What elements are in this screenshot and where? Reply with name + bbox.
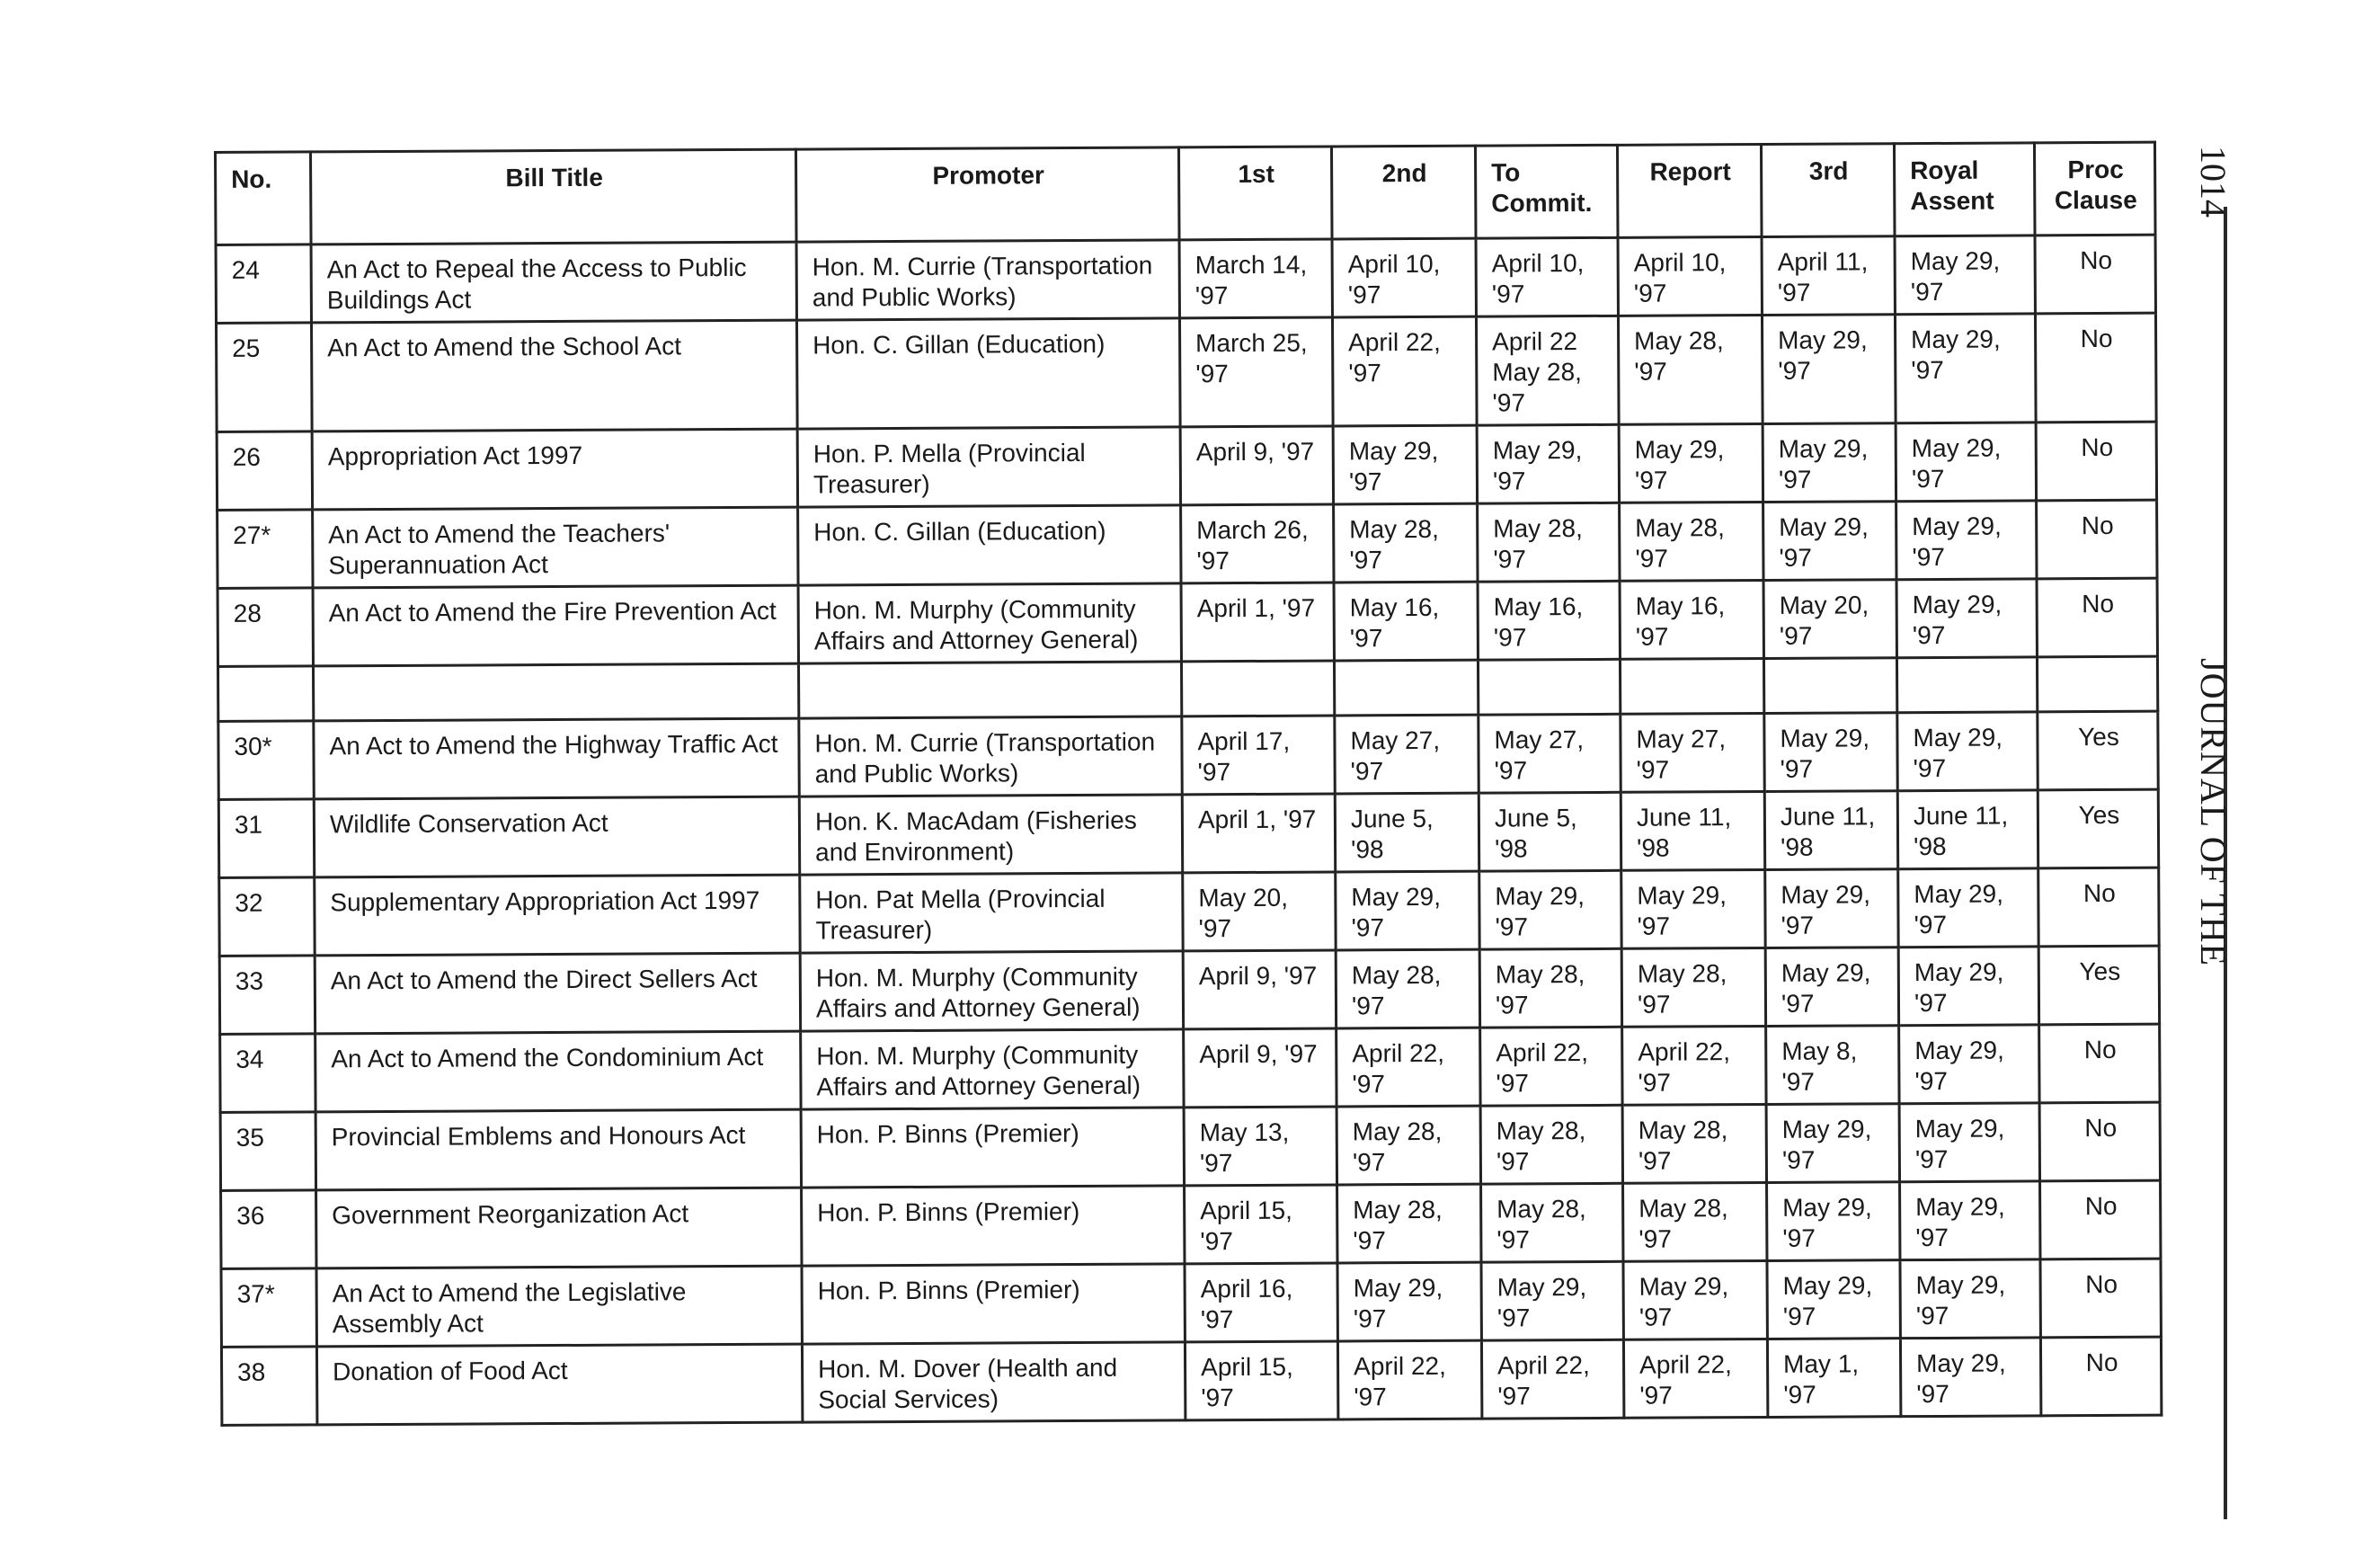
cell-3rd: May 29, '97 bbox=[1762, 315, 1896, 424]
cell-1st: March 25, '97 bbox=[1179, 317, 1333, 427]
cell-no: 37* bbox=[221, 1268, 316, 1348]
cell-2nd: April 10, '97 bbox=[1332, 238, 1476, 317]
header-no: No. bbox=[216, 152, 312, 245]
cell-royal-assent: May 29, '97 bbox=[1900, 1259, 2040, 1339]
table-row bbox=[221, 1337, 2161, 1425]
cell-proc-clause bbox=[2037, 656, 2157, 712]
cell-1st: April 1, '97 bbox=[1182, 794, 1335, 873]
cell-royal-assent: May 29, '97 bbox=[1898, 947, 2038, 1026]
cell-no: 26 bbox=[217, 432, 312, 511]
cell-report: April 22, '97 bbox=[1623, 1339, 1767, 1418]
cell-report: May 29, '97 bbox=[1619, 423, 1763, 503]
header-to-commit: To Commit. bbox=[1475, 145, 1618, 238]
cell-2nd: May 29, '97 bbox=[1336, 871, 1479, 950]
cell-3rd: May 29, '97 bbox=[1767, 1260, 1900, 1339]
cell-proc-clause: No bbox=[2037, 500, 2157, 579]
cell-bill-title: An Act to Amend the Direct Sellers Act bbox=[315, 953, 800, 1034]
cell-to-commit: May 28, '97 bbox=[1478, 503, 1620, 582]
cell-promoter: Hon. P. Binns (Premier) bbox=[802, 1264, 1185, 1344]
cell-royal-assent: May 29, '97 bbox=[1897, 712, 2038, 791]
table-row bbox=[220, 1102, 2160, 1190]
cell-3rd: May 29, '97 bbox=[1763, 423, 1896, 503]
cell-promoter: Hon. Pat Mella (Provincial Treasurer) bbox=[800, 873, 1183, 953]
table-row bbox=[218, 500, 2157, 588]
cell-1st: April 17, '97 bbox=[1182, 716, 1335, 795]
cell-1st: May 20, '97 bbox=[1183, 872, 1336, 951]
cell-to-commit: May 27, '97 bbox=[1479, 714, 1621, 793]
cell-promoter: Hon. M. Currie (Transportation and Public Works) bbox=[799, 716, 1182, 796]
cell-to-commit: April 22, '97 bbox=[1480, 1027, 1622, 1106]
running-title: JOURNAL OF THE bbox=[2193, 658, 2233, 966]
cell-no: 27* bbox=[218, 510, 313, 589]
header-report: Report bbox=[1617, 144, 1762, 237]
table-row bbox=[218, 578, 2157, 666]
table-row bbox=[217, 313, 2157, 432]
cell-3rd bbox=[1763, 658, 1896, 714]
cell-2nd: June 5, '98 bbox=[1335, 793, 1479, 872]
cell-promoter: Hon. M. Dover (Health and Social Services) bbox=[802, 1342, 1185, 1422]
cell-report: April 10, '97 bbox=[1618, 236, 1762, 316]
cell-proc-clause: No bbox=[2038, 867, 2159, 947]
cell-3rd: May 1, '97 bbox=[1767, 1339, 1900, 1418]
cell-2nd bbox=[1334, 660, 1478, 716]
cell-2nd: April 22, '97 bbox=[1337, 1340, 1481, 1419]
cell-3rd: May 20, '97 bbox=[1763, 580, 1896, 659]
cell-to-commit: May 28, '97 bbox=[1479, 948, 1621, 1028]
cell-to-commit: April 10, '97 bbox=[1476, 237, 1618, 316]
header-royal-assent: Royal Assent bbox=[1894, 143, 2035, 236]
cell-3rd: May 29, '97 bbox=[1764, 713, 1897, 792]
table-row bbox=[218, 711, 2158, 799]
cell-proc-clause: Yes bbox=[2038, 711, 2158, 790]
table-row bbox=[219, 946, 2159, 1034]
table-row bbox=[218, 656, 2158, 721]
cell-bill-title: Donation of Food Act bbox=[316, 1344, 802, 1425]
cell-2nd: May 28, '97 bbox=[1334, 503, 1478, 583]
cell-to-commit: April 22, '97 bbox=[1481, 1339, 1623, 1419]
cell-bill-title: Provincial Emblems and Honours Act bbox=[315, 1109, 801, 1190]
cell-report: May 28, '97 bbox=[1618, 315, 1763, 424]
cell-no: 25 bbox=[217, 323, 313, 432]
cell-to-commit bbox=[1478, 659, 1620, 715]
cell-to-commit: April 22 May 28, '97 bbox=[1476, 316, 1619, 425]
cell-no: 33 bbox=[219, 956, 315, 1035]
cell-to-commit: May 28, '97 bbox=[1480, 1105, 1622, 1184]
cell-no: 34 bbox=[220, 1034, 315, 1113]
cell-to-commit: June 5, '98 bbox=[1479, 792, 1621, 871]
cell-royal-assent: May 29, '97 bbox=[1899, 1025, 2039, 1104]
cell-1st bbox=[1181, 661, 1334, 716]
cell-1st: April 15, '97 bbox=[1185, 1185, 1337, 1264]
cell-proc-clause: Yes bbox=[2038, 946, 2159, 1025]
cell-bill-title: An Act to Amend the Teachers' Superannuation Act bbox=[313, 507, 798, 588]
cell-2nd: April 22, '97 bbox=[1332, 316, 1477, 426]
cell-bill-title: An Act to Amend the Condominium Act bbox=[315, 1031, 801, 1112]
cell-royal-assent: May 29, '97 bbox=[1900, 1338, 2040, 1417]
cell-bill-title: Appropriation Act 1997 bbox=[312, 429, 797, 510]
cell-proc-clause: Yes bbox=[2038, 789, 2158, 868]
bills-table-body bbox=[216, 235, 2162, 1425]
cell-promoter: Hon. M. Murphy (Community Affairs and Attorney General) bbox=[800, 951, 1183, 1031]
header-promoter: Promoter bbox=[795, 147, 1179, 242]
table-header-row bbox=[216, 142, 2156, 245]
cell-to-commit: May 29, '97 bbox=[1479, 870, 1621, 949]
table-row bbox=[216, 235, 2155, 323]
cell-bill-title bbox=[314, 663, 799, 721]
cell-2nd: May 28, '97 bbox=[1336, 949, 1479, 1028]
table-row bbox=[221, 1180, 2161, 1268]
cell-promoter: Hon. K. MacAdam (Fisheries and Environment) bbox=[799, 795, 1182, 875]
cell-1st: May 13, '97 bbox=[1184, 1107, 1337, 1186]
cell-to-commit: May 16, '97 bbox=[1478, 581, 1620, 660]
cell-2nd: May 16, '97 bbox=[1334, 582, 1478, 661]
cell-1st: March 26, '97 bbox=[1181, 504, 1334, 583]
cell-proc-clause: No bbox=[2037, 578, 2157, 657]
cell-to-commit: May 29, '97 bbox=[1481, 1261, 1623, 1340]
cell-no: 30* bbox=[218, 721, 314, 800]
cell-3rd: May 29, '97 bbox=[1766, 1104, 1899, 1183]
cell-royal-assent: May 29, '97 bbox=[1895, 314, 2036, 423]
cell-bill-title: Government Reorganization Act bbox=[316, 1188, 802, 1268]
cell-royal-assent: May 29, '97 bbox=[1900, 1181, 2040, 1260]
cell-proc-clause: No bbox=[2035, 313, 2156, 423]
cell-bill-title: Supplementary Appropriation Act 1997 bbox=[315, 875, 800, 956]
cell-bill-title: An Act to Amend the Fire Prevention Act bbox=[313, 585, 798, 666]
cell-promoter: Hon. P. Mella (Provincial Treasurer) bbox=[797, 427, 1180, 507]
page-number: 1014 bbox=[2193, 146, 2233, 218]
header-bill-title: Bill Title bbox=[311, 149, 797, 245]
cell-report: May 28, '97 bbox=[1620, 502, 1763, 581]
cell-proc-clause: No bbox=[2035, 235, 2155, 314]
cell-bill-title: An Act to Amend the Legislative Assembly Act bbox=[316, 1266, 802, 1347]
table-row bbox=[217, 422, 2156, 510]
cell-bill-title: An Act to Amend the Highway Traffic Act bbox=[314, 718, 799, 799]
cell-3rd: June 11, '98 bbox=[1764, 791, 1897, 870]
cell-3rd: May 29, '97 bbox=[1765, 869, 1898, 948]
cell-2nd: May 28, '97 bbox=[1337, 1106, 1480, 1185]
cell-proc-clause: No bbox=[2039, 1102, 2160, 1181]
cell-promoter: Hon. M. Murphy (Community Affairs and Attorney General) bbox=[798, 583, 1181, 663]
cell-2nd: May 29, '97 bbox=[1333, 425, 1477, 504]
cell-report: May 29, '97 bbox=[1621, 869, 1765, 948]
header-proc-clause: Proc Clause bbox=[2034, 142, 2155, 236]
bills-table bbox=[214, 141, 2162, 1427]
cell-no: 32 bbox=[219, 877, 315, 956]
cell-royal-assent: May 29, '97 bbox=[1896, 579, 2037, 658]
cell-report: June 11, '98 bbox=[1621, 791, 1764, 870]
cell-bill-title: An Act to Amend the School Act bbox=[312, 320, 798, 432]
cell-royal-assent: June 11, '98 bbox=[1897, 790, 2038, 869]
cell-2nd: May 29, '97 bbox=[1337, 1262, 1481, 1341]
cell-promoter bbox=[798, 662, 1181, 718]
cell-2nd: May 27, '97 bbox=[1335, 715, 1479, 794]
cell-report: May 27, '97 bbox=[1621, 713, 1764, 792]
table-row bbox=[221, 1259, 2161, 1347]
cell-report: May 28, '97 bbox=[1621, 948, 1765, 1027]
cell-3rd: April 11, '97 bbox=[1762, 236, 1895, 316]
table-row bbox=[220, 1024, 2160, 1112]
cell-no: 36 bbox=[221, 1190, 316, 1269]
cell-1st: April 16, '97 bbox=[1185, 1263, 1337, 1342]
cell-no: 24 bbox=[216, 245, 311, 324]
cell-royal-assent bbox=[1896, 657, 2037, 713]
cell-1st: March 14, '97 bbox=[1179, 239, 1332, 318]
cell-proc-clause: No bbox=[2039, 1024, 2160, 1103]
cell-royal-assent: May 29, '97 bbox=[1896, 423, 2036, 502]
cell-proc-clause: No bbox=[2036, 422, 2156, 501]
cell-to-commit: May 29, '97 bbox=[1477, 424, 1619, 503]
cell-1st: April 9, '97 bbox=[1180, 426, 1333, 505]
cell-report: May 16, '97 bbox=[1620, 580, 1763, 659]
cell-no bbox=[218, 666, 314, 722]
cell-promoter: Hon. P. Binns (Premier) bbox=[801, 1108, 1184, 1188]
cell-report: May 28, '97 bbox=[1623, 1182, 1767, 1261]
cell-no: 35 bbox=[220, 1112, 315, 1191]
cell-report: April 22, '97 bbox=[1622, 1026, 1766, 1105]
cell-1st: April 9, '97 bbox=[1183, 950, 1336, 1029]
cell-proc-clause: No bbox=[2040, 1259, 2161, 1338]
cell-report bbox=[1620, 658, 1763, 714]
header-3rd: 3rd bbox=[1761, 144, 1895, 237]
cell-3rd: May 29, '97 bbox=[1767, 1182, 1900, 1261]
cell-proc-clause: No bbox=[2040, 1180, 2161, 1259]
cell-no: 28 bbox=[218, 588, 313, 667]
cell-1st: April 9, '97 bbox=[1184, 1028, 1337, 1108]
cell-no: 38 bbox=[221, 1347, 316, 1426]
cell-promoter: Hon. C. Gillan (Education) bbox=[796, 318, 1180, 429]
cell-promoter: Hon. P. Binns (Premier) bbox=[802, 1186, 1185, 1266]
header-2nd: 2nd bbox=[1331, 146, 1476, 239]
cell-bill-title: Wildlife Conservation Act bbox=[314, 796, 799, 877]
table-row bbox=[218, 789, 2158, 877]
cell-royal-assent: May 29, '97 bbox=[1899, 1103, 2039, 1182]
cell-3rd: May 29, '97 bbox=[1765, 948, 1898, 1027]
cell-1st: April 15, '97 bbox=[1185, 1341, 1337, 1420]
cell-3rd: May 8, '97 bbox=[1766, 1026, 1899, 1105]
cell-royal-assent: May 29, '97 bbox=[1895, 236, 2035, 315]
cell-1st: April 1, '97 bbox=[1181, 583, 1334, 662]
cell-2nd: May 28, '97 bbox=[1337, 1184, 1481, 1263]
cell-proc-clause: No bbox=[2040, 1337, 2161, 1416]
cell-2nd: April 22, '97 bbox=[1337, 1028, 1480, 1107]
cell-3rd: May 29, '97 bbox=[1763, 502, 1896, 581]
cell-royal-assent: May 29, '97 bbox=[1898, 868, 2038, 948]
header-1st: 1st bbox=[1178, 147, 1332, 240]
cell-report: May 28, '97 bbox=[1622, 1104, 1766, 1183]
table-row bbox=[219, 867, 2159, 956]
cell-promoter: Hon. M. Currie (Transportation and Public Works) bbox=[796, 240, 1179, 320]
cell-promoter: Hon. C. Gillan (Education) bbox=[798, 505, 1181, 585]
cell-bill-title: An Act to Repeal the Access to Public Buildings Act bbox=[311, 242, 796, 323]
cell-to-commit: May 28, '97 bbox=[1481, 1183, 1623, 1262]
cell-promoter: Hon. M. Murphy (Community Affairs and Attorney General) bbox=[801, 1029, 1184, 1109]
cell-royal-assent: May 29, '97 bbox=[1896, 501, 2037, 580]
cell-no: 31 bbox=[218, 799, 314, 878]
cell-report: May 29, '97 bbox=[1623, 1260, 1767, 1339]
